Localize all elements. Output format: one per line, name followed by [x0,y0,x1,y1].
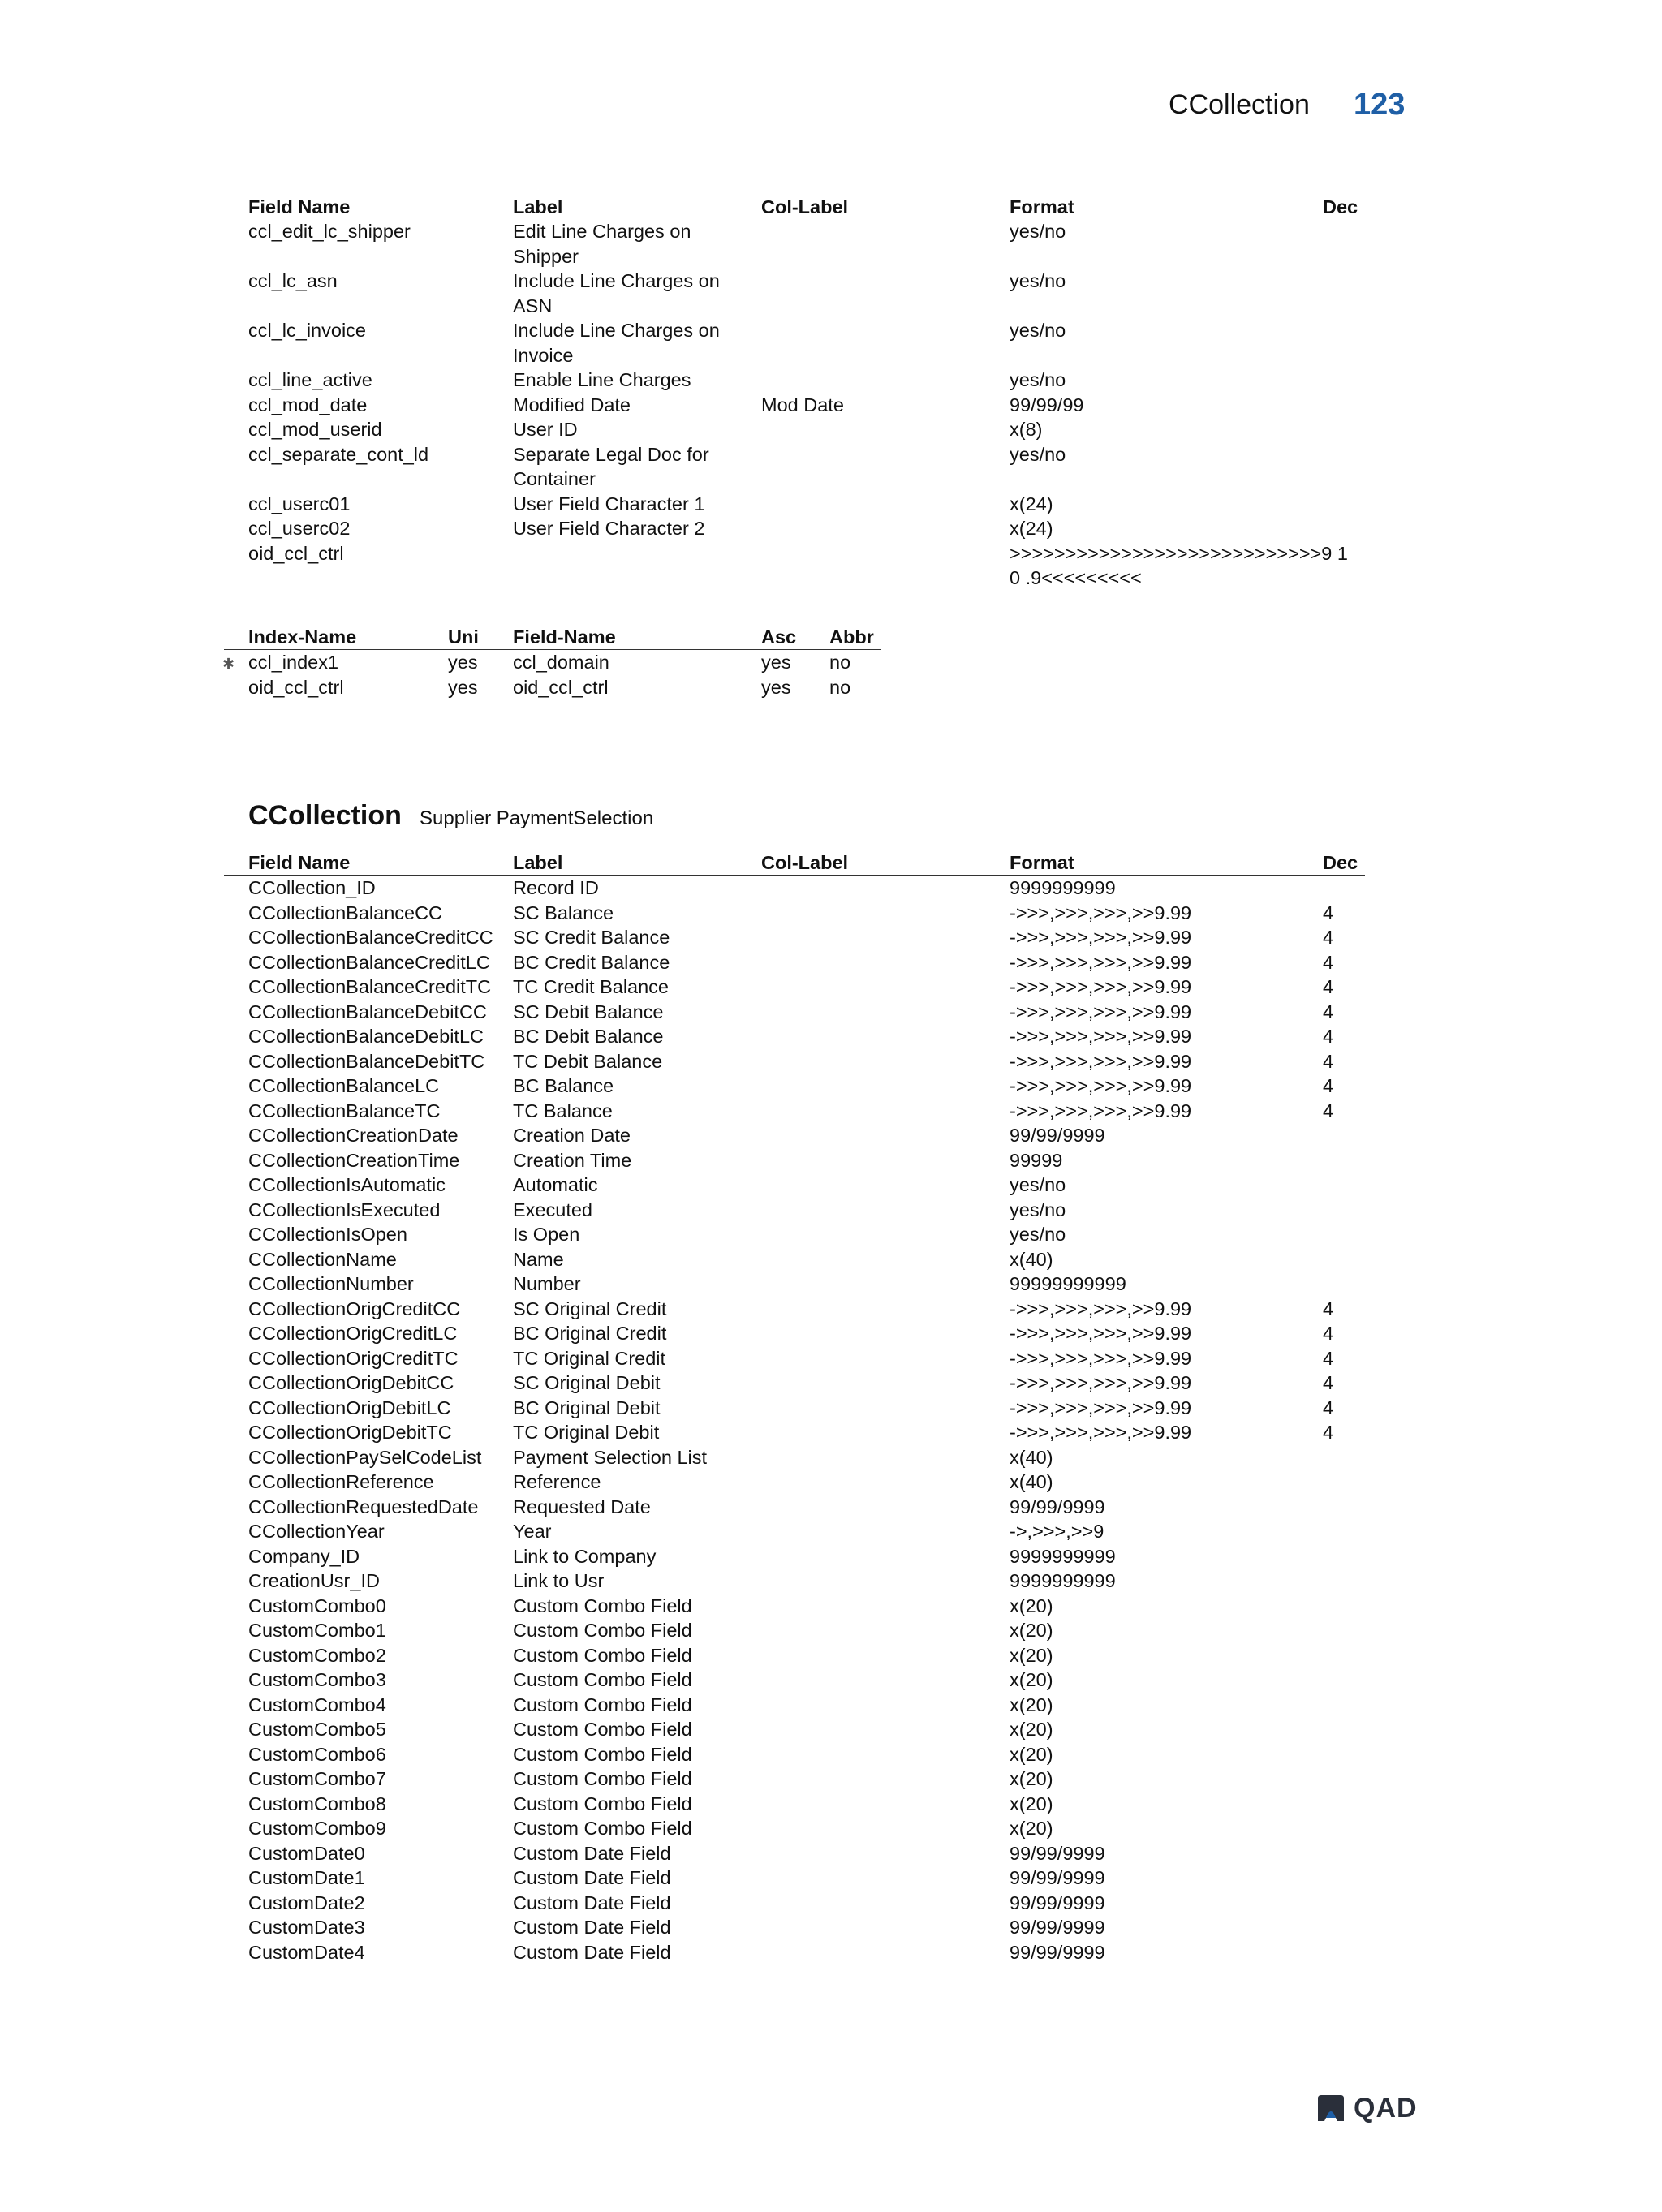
field-label: Number [513,1273,581,1294]
field-label: Custom Combo Field [513,1620,692,1641]
field-format: yes/no [1010,270,1066,291]
table-row [248,1148,1365,1173]
field-label: SC Original Credit [513,1298,667,1319]
field-name: CustomCombo1 [248,1620,386,1641]
field-label: SC Balance [513,902,614,923]
primary-index-icon: ✱ [222,656,235,672]
field-name: CCollectionBalanceCC [248,902,443,923]
field-format: ->>>,>>>,>>>,>>9.99 [1010,1422,1192,1443]
page-number: 123 [1354,88,1406,122]
field-name: CCollectionOrigDebitCC [248,1372,454,1393]
field-label: Creation Time [513,1149,632,1171]
field-dec: 4 [1323,927,1334,948]
field-name: CustomDate2 [248,1891,365,1913]
table-header [248,195,1365,219]
field-format: ->>>,>>>,>>>,>>9.99 [1010,1075,1192,1096]
field-format: x(20) [1010,1669,1053,1690]
field-name: CCollectionOrigCreditCC [248,1298,461,1319]
field-label: Custom Combo Field [513,1818,692,1839]
table-row [248,1866,1365,1891]
field-name: ccl_userc01 [248,493,351,514]
field-label: TC Balance [513,1100,613,1121]
table-row [248,1247,1365,1272]
field-name: CCollectionBalanceLC [248,1075,440,1096]
field-label: Modified Date [513,394,631,415]
table-row [248,1024,1365,1049]
field-label: Custom Combo Field [513,1644,692,1666]
field-format: ->>>,>>>,>>>,>>9.99 [1010,1323,1192,1344]
table-row [248,1000,1365,1025]
field-format: ->>>,>>>,>>>,>>9.99 [1010,1001,1192,1022]
table-row [248,1123,1365,1148]
table-row [248,1940,1365,1965]
field-format: x(24) [1010,518,1053,539]
field-format: x(40) [1010,1446,1053,1468]
col-header-field-name: Field Name [248,852,351,873]
field-name: CCollectionReference [248,1471,434,1492]
field-dec: 4 [1323,1323,1334,1344]
field-format: 99/99/9999 [1010,1125,1105,1146]
table-row [248,492,1365,517]
table-row [248,368,1365,393]
field-name: CustomCombo8 [248,1792,386,1814]
field-format: x(40) [1010,1248,1053,1270]
field-format: 9999999999 [1010,1570,1116,1591]
table-row [248,417,1365,442]
field-dec: 4 [1323,951,1334,973]
field-name: CCollectionOrigDebitLC [248,1396,451,1418]
field-name: CCollectionBalanceDebitTC [248,1050,485,1072]
table-row [248,1891,1365,1916]
page-title: CCollection [1169,89,1310,120]
field-name: CCollectionBalanceDebitCC [248,1001,487,1022]
field-label: Include Line Charges on Invoice [513,320,720,366]
field-format: ->>>,>>>,>>>,>>9.99 [1010,951,1192,973]
table-row [248,950,1365,975]
field-label: SC Credit Balance [513,927,670,948]
field-label: Creation Date [513,1125,631,1146]
table-row [248,1915,1365,1940]
table-row [248,876,1365,901]
index-table [222,625,881,699]
table-row [248,1742,1365,1767]
field-format: yes/no [1010,1174,1066,1195]
field-name: CCollectionCreationDate [248,1125,459,1146]
table-row [248,1693,1365,1718]
field-name: Company_ID [248,1545,360,1567]
field-format: ->>>,>>>,>>>,>>9.99 [1010,927,1192,948]
index-table-body [222,650,881,699]
field-name: CCollectionOrigCreditLC [248,1323,458,1344]
field-format: x(20) [1010,1594,1053,1616]
field-format: 99/99/9999 [1010,1867,1105,1888]
table-row [248,1321,1365,1346]
table-row [248,901,1365,926]
field-name: CustomCombo4 [248,1693,386,1715]
field-label: BC Debit Balance [513,1026,664,1047]
table-row [248,1371,1365,1396]
field-format: 99999999999 [1010,1273,1126,1294]
field-format: ->>>,>>>,>>>,>>9.99 [1010,976,1192,997]
field-dec: 4 [1323,1422,1334,1443]
field-name: CCollectionIsAutomatic [248,1174,446,1195]
table-row [248,1792,1365,1817]
table-row [248,1841,1365,1866]
field-label: Custom Combo Field [513,1768,692,1789]
col-header-field-name: Field-Name [513,626,616,648]
field-label: BC Balance [513,1075,614,1096]
table-row [248,925,1365,950]
field-name: CCollectionOrigCreditTC [248,1347,459,1369]
field-format: 99999 [1010,1149,1063,1171]
field-name: ccl_edit_lc_shipper [248,221,411,242]
index-unique: yes [448,652,478,673]
field-name: CustomDate3 [248,1917,365,1938]
field-format: 99/99/9999 [1010,1941,1105,1963]
index-unique: yes [448,676,478,698]
field-name: oid_ccl_ctrl [248,542,344,564]
col-header-label: Label [513,196,563,217]
field-format: yes/no [1010,369,1066,390]
table-row [248,1470,1365,1495]
field-format: 9999999999 [1010,1545,1116,1567]
field-format: ->>>,>>>,>>>,>>9.99 [1010,1100,1192,1121]
field-name: CustomCombo2 [248,1644,386,1666]
field-format: yes/no [1010,1224,1066,1245]
field-label: SC Debit Balance [513,1001,664,1022]
field-dec: 4 [1323,1001,1334,1022]
field-label: TC Original Credit [513,1347,666,1369]
field-table-ccl [248,195,1365,591]
field-format: 9999999999 [1010,877,1116,898]
field-name: CustomDate1 [248,1867,365,1888]
index-name: ccl_index1 [248,652,339,673]
field-label: BC Original Debit [513,1396,661,1418]
table-row [248,975,1365,1000]
col-header-format: Format [1010,196,1074,217]
field-dec: 4 [1323,1347,1334,1369]
field-dec: 4 [1323,1298,1334,1319]
field-name: CCollectionBalanceDebitLC [248,1026,484,1047]
field-label: Custom Date Field [513,1842,671,1864]
field-label: BC Credit Balance [513,951,670,973]
field-name: CCollectionBalanceCreditTC [248,976,492,997]
field-name: ccl_line_active [248,369,372,390]
table-row [248,1618,1365,1643]
field-name: ccl_userc02 [248,518,351,539]
field-label: Automatic [513,1174,598,1195]
field-format: yes/no [1010,1199,1066,1220]
field-format: x(20) [1010,1693,1053,1715]
field-format: 99/99/9999 [1010,1842,1105,1864]
field-format: ->>>,>>>,>>>,>>9.99 [1010,1372,1192,1393]
field-label: Payment Selection List [513,1446,708,1468]
index-asc: yes [761,652,791,673]
field-name: CCollectionNumber [248,1273,414,1294]
col-header-col-label: Col-Label [761,852,849,873]
index-table-header [224,625,881,650]
table-row [248,1297,1365,1322]
field-label: Custom Combo Field [513,1693,692,1715]
table-row [248,1816,1365,1841]
table-row [248,1569,1365,1594]
field-dec: 4 [1323,1100,1334,1121]
field-format: 99/99/9999 [1010,1917,1105,1938]
field-name: ccl_lc_asn [248,270,338,291]
table-row [248,219,1365,269]
field-label: TC Debit Balance [513,1050,663,1072]
field-format: x(20) [1010,1768,1053,1789]
field-name: CustomCombo7 [248,1768,386,1789]
field-table-ccollection [248,850,1365,1965]
table-row [248,1272,1365,1297]
col-header-col-label: Col-Label [761,196,849,217]
field-name: CustomDate4 [248,1941,365,1963]
field-name: CCollectionBalanceCreditLC [248,951,490,973]
field-label: Include Line Charges on ASN [513,270,720,316]
field-name: ccl_mod_userid [248,419,382,440]
field-format: yes/no [1010,443,1066,465]
table-row [248,1420,1365,1445]
field-label: Link to Usr [513,1570,605,1591]
index-field-name: oid_ccl_ctrl [513,676,609,698]
field-name: CCollectionRequestedDate [248,1495,479,1517]
field-name: CustomCombo9 [248,1818,386,1839]
table-row [248,1346,1365,1371]
col-header-dec: Dec [1323,196,1358,217]
field-name: CCollectionYear [248,1521,385,1542]
field-name: CCollection_ID [248,877,376,898]
index-row [248,675,881,700]
table-row [248,269,1365,318]
table-row [248,393,1365,418]
field-name: CCollectionBalanceCreditCC [248,927,493,948]
field-format: yes/no [1010,221,1066,242]
field-label: Custom Combo Field [513,1719,692,1740]
col-header-abbr: Abbr [829,626,874,648]
field-label: Link to Company [513,1545,657,1567]
field-format: ->>>,>>>,>>>,>>9.99 [1010,1396,1192,1418]
table-row [248,442,1365,492]
table-row [248,1767,1365,1792]
field-label: Custom Combo Field [513,1669,692,1690]
field-name: ccl_mod_date [248,394,368,415]
field-format: x(20) [1010,1792,1053,1814]
field-label: Reference [513,1471,601,1492]
field-label: User Field Character 2 [513,518,705,539]
field-label: Custom Date Field [513,1941,671,1963]
field-label: Executed [513,1199,592,1220]
field-label: BC Original Credit [513,1323,667,1344]
index-abbr: no [829,652,851,673]
field-dec: 4 [1323,1026,1334,1047]
field-label: User ID [513,419,578,440]
field-format: 99/99/9999 [1010,1891,1105,1913]
table-row [248,1049,1365,1074]
field-label: Name [513,1248,564,1270]
field-label: Custom Combo Field [513,1792,692,1814]
field-name: CCollectionIsExecuted [248,1199,441,1220]
field-format: x(20) [1010,1743,1053,1765]
qad-logo [1315,2092,1418,2124]
field-label: Custom Date Field [513,1917,671,1938]
table-row [248,1396,1365,1421]
col-header-format: Format [1010,852,1074,873]
field-format: x(20) [1010,1818,1053,1839]
field-name: CreationUsr_ID [248,1570,380,1591]
table-row [248,318,1365,368]
field-format: yes/no [1010,320,1066,341]
index-asc: yes [761,676,791,698]
field-format: ->>>,>>>,>>>,>>9.99 [1010,902,1192,923]
col-header-index-name: Index-Name [248,626,357,648]
index-abbr: no [829,676,851,698]
field-label: TC Credit Balance [513,976,669,997]
field-format: 99/99/99 [1010,394,1084,415]
table-row [248,1594,1365,1619]
field-label: Record ID [513,877,599,898]
field-label: Custom Date Field [513,1891,671,1913]
field-label: Requested Date [513,1495,651,1517]
field-label: Custom Combo Field [513,1743,692,1765]
qad-logo-icon [1315,2094,1347,2123]
field-dec: 4 [1323,1372,1334,1393]
table-row [248,1198,1365,1223]
field-format: x(40) [1010,1471,1053,1492]
table-row [248,1717,1365,1742]
field-name: ccl_lc_invoice [248,320,366,341]
field-format: ->>>,>>>,>>>,>>9.99 [1010,1347,1192,1369]
field-format: x(20) [1010,1620,1053,1641]
field-label: Enable Line Charges [513,369,691,390]
field-name: ccl_separate_cont_ld [248,443,429,465]
col-header-uni: Uni [448,626,479,648]
field-name: CCollectionBalanceTC [248,1100,441,1121]
table-header [224,850,1365,876]
field-format: x(20) [1010,1719,1053,1740]
field-name: CustomCombo6 [248,1743,386,1765]
field-format: ->,>>>,>>9 [1010,1521,1104,1542]
table-row [248,1099,1365,1124]
field-dec: 4 [1323,976,1334,997]
table-row [248,1222,1365,1247]
field-label: Custom Date Field [513,1867,671,1888]
table-body [248,876,1365,1965]
field-col-label: Mod Date [761,394,844,415]
field-label: Edit Line Charges on Shipper [513,221,691,267]
field-name: CustomCombo3 [248,1669,386,1690]
col-header-field-name: Field Name [248,196,351,217]
col-header-asc: Asc [761,626,797,648]
field-name: CustomCombo5 [248,1719,386,1740]
index-name: oid_ccl_ctrl [248,676,344,698]
logo-text: QAD [1354,2092,1418,2124]
field-name: CCollectionPaySelCodeList [248,1446,482,1468]
field-label: User Field Character 1 [513,493,705,514]
table-row [248,1173,1365,1198]
section-title: CCollection [248,800,402,831]
field-dec: 4 [1323,902,1334,923]
field-label: Year [513,1521,552,1542]
field-format: x(20) [1010,1644,1053,1666]
field-name: CustomCombo0 [248,1594,386,1616]
field-dec: 4 [1323,1075,1334,1096]
table-row [248,1074,1365,1099]
table-row [248,1495,1365,1520]
table-row [248,1519,1365,1544]
field-label: Custom Combo Field [513,1594,692,1616]
field-name: CCollectionOrigDebitTC [248,1422,452,1443]
field-format: 99/99/9999 [1010,1495,1105,1517]
field-name: CustomDate0 [248,1842,365,1864]
table-row [248,1643,1365,1668]
table-row [248,541,1365,591]
field-format: x(8) [1010,419,1043,440]
field-label: SC Original Debit [513,1372,661,1393]
table-row [248,1445,1365,1470]
table-body [248,219,1365,591]
field-label: TC Original Debit [513,1422,660,1443]
field-name: CCollectionCreationTime [248,1149,460,1171]
col-header-label: Label [513,852,563,873]
table-row [248,1544,1365,1569]
field-dec: 4 [1323,1050,1334,1072]
field-label: Separate Legal Doc for Container [513,443,709,489]
field-format: ->>>,>>>,>>>,>>9.99 [1010,1298,1192,1319]
table-row [248,1668,1365,1693]
section-subtitle: Supplier PaymentSelection [420,807,654,829]
field-name: CCollectionName [248,1248,397,1270]
field-name: CCollectionIsOpen [248,1224,407,1245]
field-format: ->>>,>>>,>>>,>>9.99 [1010,1050,1192,1072]
col-header-dec: Dec [1323,852,1358,873]
table-row [248,516,1365,541]
field-format: ->>>,>>>,>>>,>>9.99 [1010,1026,1192,1047]
field-label: Is Open [513,1224,580,1245]
field-format: x(24) [1010,493,1053,514]
field-dec: 4 [1323,1396,1334,1418]
index-row [222,650,881,675]
index-field-name: ccl_domain [513,652,609,673]
field-format: >>>>>>>>>>>>>>>>>>>>>>>>>>>>9 10 .9<<<<<<<<< [1010,542,1348,588]
